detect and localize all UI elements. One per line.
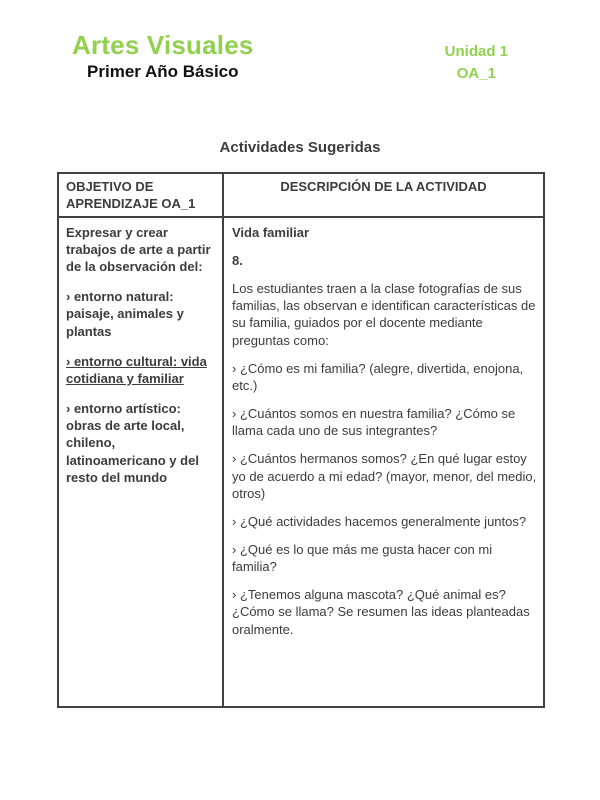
objective-item-cultural: › entorno cultural: vida cotidiana y familiar — [66, 353, 207, 386]
table-header-row — [58, 173, 544, 217]
course-brand — [72, 32, 254, 82]
table-body-row — [58, 217, 544, 707]
activities-table — [57, 172, 545, 708]
activity-question: › ¿Tenemos alguna mascota? ¿Qué animal es? ¿Cómo se llama? Se resumen las ideas planteadas oralmente. — [232, 587, 530, 637]
objective-cell — [58, 217, 223, 707]
activity-title: Vida familiar — [232, 224, 310, 240]
activity-intro: Los estudiantes traen a la clase fotografías de sus familias, las observan e identifican características de su familia, guiados por el docente mediante preguntas como: — [232, 281, 536, 348]
objective-header-cell: OBJETIVO DE APRENDIZAJE OA_1 — [58, 173, 223, 217]
section-title: Actividades Sugeridas — [219, 138, 381, 156]
activity-question: › ¿Qué es lo que más me gusta hacer con mi familia? — [232, 542, 493, 575]
unit-label: Unidad 1 — [444, 43, 508, 60]
course-level: Primer Año Básico — [87, 62, 239, 82]
activity-question: › ¿Cuántos somos en nuestra familia? ¿Cómo se llama cada uno de sus integrantes? — [232, 406, 516, 439]
course-title: Artes Visuales — [72, 30, 254, 60]
document-header — [0, 0, 600, 85]
activity-question: › ¿Cuántos hermanos somos? ¿En qué lugar estoy yo de acuerdo a mi edad? (mayor, menor, del medio, otros) — [232, 451, 537, 501]
objective-intro: Expresar y crear trabajos de arte a partir de la observación del: — [66, 224, 211, 275]
objective-item-natural: › entorno natural: paisaje, animales y plantas — [66, 289, 184, 339]
activity-number: 8. — [232, 252, 243, 268]
objective-item-artistico: › entorno artístico: obras de arte local, chileno, latinoamericano y del resto del mundo — [66, 401, 199, 485]
activity-question: › ¿Cómo es mi familia? (alegre, divertida, enojona, etc.) — [232, 360, 524, 393]
description-header-cell: DESCRIPCIÓN DE LA ACTIVIDAD — [223, 173, 544, 217]
unit-block — [445, 32, 508, 85]
oa-label: OA_1 — [456, 64, 496, 82]
activity-question: › ¿Qué actividades hacemos generalmente juntos? — [232, 513, 527, 529]
activity-cell — [223, 217, 544, 707]
